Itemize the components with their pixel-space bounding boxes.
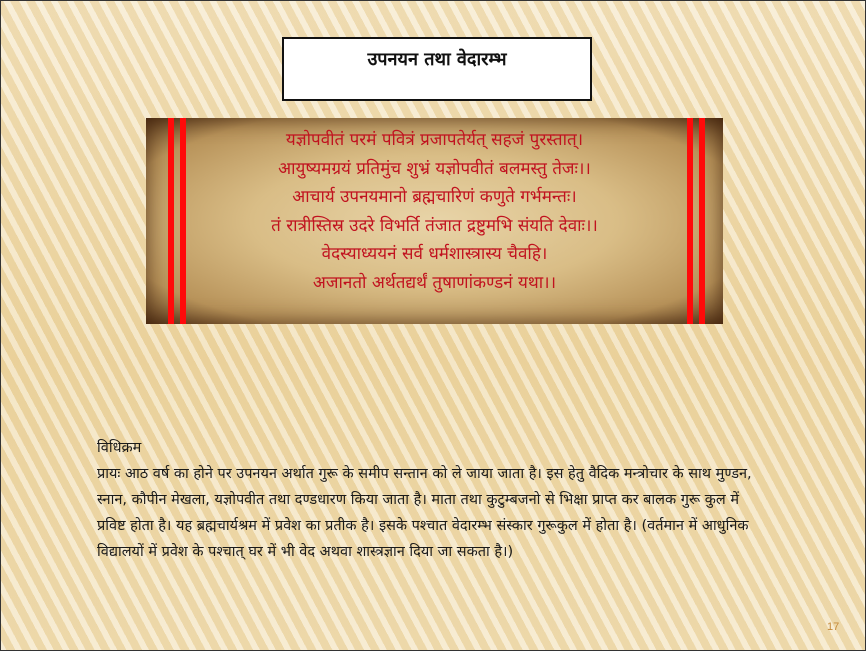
section-heading: विधिक्रम [97,440,142,456]
slide-title: उपनयन तथा वेदारम्भ [367,49,507,70]
verse-line: वेदस्याध्ययनं सर्व धर्मशास्त्रास्य चैवहि। [321,244,548,264]
verse-scroll-panel [146,118,723,324]
verse-line: आयुष्यमग्रयं प्रतिमुंच शुभ्रं यज्ञोपवीतं बलमस्तु तेजः।। [278,158,591,179]
verse-line: अजानतो अर्थतद्यर्थं तुषाणांकण्डनं यथा।। [312,272,557,293]
scroll-bar-left-1 [168,118,174,324]
verse-line: तं रात्रीस्तिस्र उदरे विभर्ति तंजात द्रष्टुमभि संयति देवाः।। [271,215,598,236]
verse-line: यज्ञोपवीतं परमं पवित्रं प्रजापतेर्यत् सहजं पुरस्तात्। [285,130,584,150]
procedure-paragraph: प्रायः आठ वर्ष का होने पर उपनयन अर्थात गुरू के समीप सन्तान को ले जाया जाता है। इस हेतु वैदिक मन्त्रोचार के साथ मुण्डन, स्नान, कौपीन मेखला, यज्ञोपवीत तथा दण्डधारण किया जाता है। माता तथा कुटुम्बजनो से भिक्षा प्राप्त कर बालक गुरू कुल में प्रविष्ट होता है। यह ब्रह्मचार्यश्रम में प्रवेश का प्रतीक है। इसके पश्चात वेदारम्भ संस्कार गुरूकुल में होता है। (वर्तमान में आधुनिक विद्यालयों में प्रवेश के पश्चात् घर में भी वेद अथवा शास्त्रज्ञान दिया जा सकता है।) [97,466,752,560]
procedure-section [97,435,769,565]
verse-line: आचार्य उपनयमानो ब्रह्मचारिणं कणुते गर्भमन्तः। [292,187,577,207]
slide-number: 17 [827,621,840,633]
verse-block [186,126,683,297]
scroll-bar-right-1 [687,118,693,324]
title-box [282,37,592,101]
scroll-bar-right-2 [699,118,705,324]
